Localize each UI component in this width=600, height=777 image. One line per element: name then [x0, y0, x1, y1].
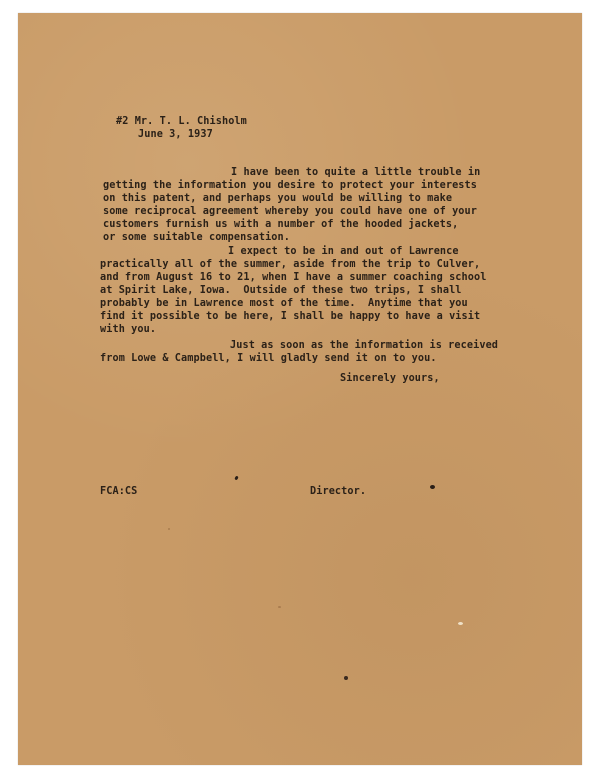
- ink-speck: [344, 676, 348, 680]
- paragraph-line: and from August 16 to 21, when I have a summer coaching school: [100, 272, 487, 283]
- closing-line: Sincerely yours,: [340, 373, 440, 384]
- paragraph-line: practically all of the summer, aside from the trip to Culver,: [100, 259, 481, 270]
- paragraph-line: from Lowe & Campbell, I will gladly send it on to you.: [100, 353, 437, 364]
- ink-speck: [234, 476, 239, 481]
- paper-fleck: [168, 528, 170, 530]
- paragraph-line: getting the information you desire to protect your interests: [103, 180, 478, 191]
- ink-speck: [430, 485, 435, 489]
- recipient-line: #2 Mr. T. L. Chisholm: [116, 116, 247, 127]
- paragraph-line: customers furnish us with a number of the hooded jackets,: [103, 219, 459, 230]
- date-line: June 3, 1937: [138, 129, 213, 140]
- typist-initials: FCA:CS: [100, 486, 138, 497]
- paragraph-line: or some suitable compensation.: [103, 232, 291, 243]
- paper-fleck: [458, 622, 463, 625]
- paragraph-line: I have been to quite a little trouble in: [231, 167, 481, 178]
- paragraph-line: on this patent, and perhaps you would be willing to make: [103, 193, 453, 204]
- paragraph-line: I expect to be in and out of Lawrence: [228, 246, 459, 257]
- paragraph-line: at Spirit Lake, Iowa. Outside of these two trips, I shall: [100, 285, 462, 296]
- paragraph-line: Just as soon as the information is received: [230, 340, 499, 351]
- paragraph-line: find it possible to be here, I shall be happy to have a visit: [100, 311, 481, 322]
- paper-fleck: [278, 606, 281, 608]
- letter-page: [18, 13, 582, 765]
- paragraph-line: probably be in Lawrence most of the time. Anytime that you: [100, 298, 468, 309]
- paragraph-line: some reciprocal agreement whereby you could have one of your: [103, 206, 478, 217]
- paragraph-line: with you.: [100, 324, 157, 335]
- signature-title: Director.: [310, 486, 367, 497]
